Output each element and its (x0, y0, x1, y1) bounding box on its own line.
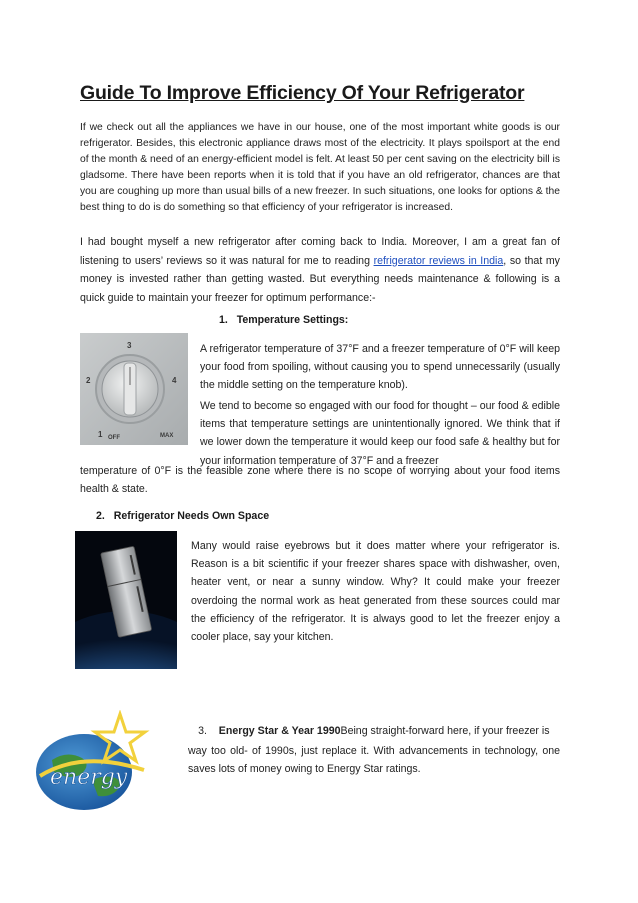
section-3-title: Energy Star & Year 1990 (218, 725, 341, 737)
section-3-number: 3. (198, 725, 207, 737)
knob-label-2: 2 (86, 376, 91, 385)
knob-label-4: 4 (172, 376, 177, 385)
energy-star-illustration (32, 710, 152, 814)
section-1-title: Temperature Settings: (236, 314, 349, 326)
knob-label-1: 1 (98, 430, 103, 439)
knob-label-off: OFF (108, 435, 120, 441)
section-2-title: Refrigerator Needs Own Space (113, 510, 270, 522)
energy-star-logo (32, 710, 152, 814)
knob-illustration (80, 333, 188, 445)
fridge-in-space-illustration (75, 531, 177, 669)
section-3-inline-text: Being straight-forward here, if your freezer is (340, 725, 550, 737)
knob-label-3: 3 (127, 341, 132, 350)
reviews-text-before: I had bought myself a new refrigerator after coming back to India. Moreover, I am a great fan of listening to users’ reviews so it was natural for me to reading (80, 236, 560, 267)
section-3-first-line (188, 722, 560, 740)
section-1-paragraph-2: We tend to become so engaged with our food for thought – our food & edible items that temperature settings are unintentionally ignored. We think that if we lower down the temperature it would keep our food safe & healthy but for your information temperature of 37°F and a freezer (200, 400, 560, 467)
section-2-paragraph: Many would raise eyebrows but it does matter where your refrigerator is. Reason is a bit scientific if your freezer shares space with dishwasher, oven, heater vent, or near a sunny window. Why? It could make your freezer overdoing the normal work as heat generated from these sources could mar the efficiency of the refrigerator. It is always good to let the freezer enjoy a cooler place, say your kitchen. (191, 540, 560, 644)
section-1-number: 1. (219, 314, 228, 326)
section-3-paragraph: way too old- of 1990s, just replace it. With advancements in technology, one saves lots of money owing to Energy Star ratings. (188, 745, 560, 776)
section-2-heading (96, 510, 269, 522)
section-1-heading (219, 314, 348, 326)
refrigerator-space-image (75, 531, 177, 669)
section-2-number: 2. (96, 510, 105, 522)
knob-label-max: MAX (160, 433, 174, 439)
thermostat-knob-image (80, 333, 188, 445)
reviews-paragraph (80, 233, 560, 307)
refrigerator-reviews-link[interactable]: refrigerator reviews in India (373, 254, 504, 267)
intro-paragraph: If we check out all the appliances we have in our house, one of the most important white goods is our refrigerator. Besides, this electronic appliance draws most of the electricity. It plays spoilsport at the end of the month & need of an energy-efficient model is felt. At least 50 per cent saving on the electricity bill is gladsome. There have been reports when it is told that if you have an old refrigerator, chances are that you are coughing up more than usual bills of a new freezer. In such situations, one looks for options & the best thing to do is do something so that efficiency of your refrigerator is increased. (80, 122, 560, 214)
section-1-paragraph-1: A refrigerator temperature of 37°F and a freezer temperature of 0°F will keep your food from spoiling, without causing you to spend unnecessarily (usually the middle setting on the temperature knob). (200, 343, 560, 392)
page-title: Guide To Improve Efficiency Of Your Refrigerator (80, 82, 525, 104)
energy-logo-text: energy (50, 765, 128, 790)
reviews-text-after: , so that my money is invested rather than getting wasted. But everything needs maintenance & following is a quick guide to maintain your freezer for optimum performance:- (80, 254, 560, 304)
section-1-paragraph-2-cont: temperature of 0°F is the feasible zone where there is no scope of worrying about your food items health & state. (80, 465, 560, 496)
